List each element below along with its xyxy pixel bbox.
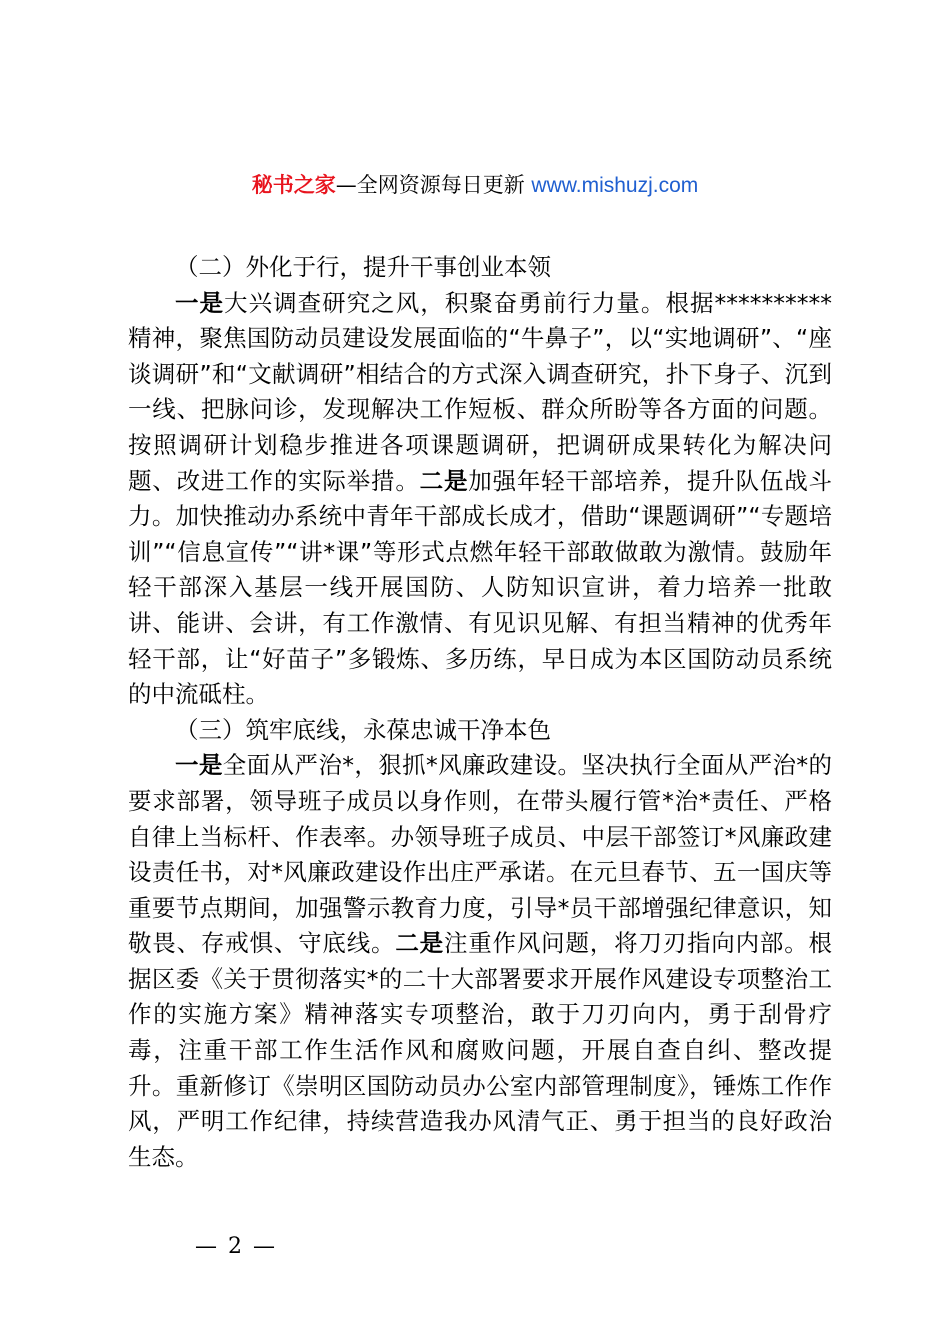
paragraph-text: 注重作风问题，将刀刃指向内部。根据区委《关于贯彻落实*的二十大部署要求开展作风建设专项整治工作的实施方案》精神落实专项整治，敢于刀刃向内，勇于刮骨疗毒，注重干部工作生活作风和腐败问题，开展自查自纠、整改提升。重新修订《崇明区国防动员办公室内部管理制度》，锤炼工作作风，严明工作纪律，持续营造我办风清气正、勇于担当的良好政治生态。 xyxy=(128,929,833,1171)
emphasis-second: 二是 xyxy=(419,466,469,495)
page-number: — 2 — xyxy=(195,1234,277,1259)
tagline: —全网资源每日更新 xyxy=(335,173,532,197)
emphasis-second: 二是 xyxy=(395,929,444,958)
paragraph-section-3 xyxy=(128,748,832,1175)
site-url-link[interactable]: www.mishuzj.com xyxy=(531,174,699,197)
emphasis-first: 一是 xyxy=(175,288,225,317)
paragraph-text: 加强年轻干部培养，提升队伍战斗力。加快推动办系统中青年干部成长成才，借助“课题调研”“专题培训”“信息宣传”“讲*课”等形式点燃年轻干部敢做敢为激情。鼓励年轻干部深入基层一线开展国防、人防知识宣讲，着力培养一批敢讲、能讲、会讲，有工作激情、有见识见解、有担当精神的优秀年轻干部，让“好苗子”多锻炼、多历练，早日成为本区国防动员系统的中流砥柱。 xyxy=(128,466,833,709)
paragraph-text: 全面从严治*，狠抓*风廉政建设。坚决执行全面从严治*的要求部署，领导班子成员以身作则，在带头履行管*治*责任、严格自律上当标杆、作表率。办领导班子成员、中层干部签订*风廉政建设责任书，对*风廉政建设作出庄严承诺。在元旦春节、五一国庆等重要节点期间，加强警示教育力度，引导*员干部增强纪律意识，知敬畏、存戒惧、守底线。 xyxy=(128,751,833,958)
section-heading-3: （三）筑牢底线，永葆忠诚干净本色 xyxy=(175,715,551,744)
paragraph-text: 大兴调查研究之风，积聚奋勇前行力量。根据**********精神，聚焦国防动员建设发展面临的“牛鼻子”，以“实地调研”、“座谈调研”和“文献调研”相结合的方式深入调查研究，扑下身子、沉到一线、把脉问诊，发现解决工作短板、群众所盼等各方面的问题。按照调研计划稳步推进各项课题调研，把调研成果转化为解决问题、改进工作的实际举措。 xyxy=(128,288,833,495)
site-header xyxy=(0,170,950,201)
brand-name: 秘书之家 xyxy=(251,173,336,197)
emphasis-first: 一是 xyxy=(175,751,223,780)
section-heading-2: （二）外化于行，提升干事创业本领 xyxy=(175,253,551,281)
document-body xyxy=(128,250,832,1175)
paragraph-section-2 xyxy=(128,286,832,713)
